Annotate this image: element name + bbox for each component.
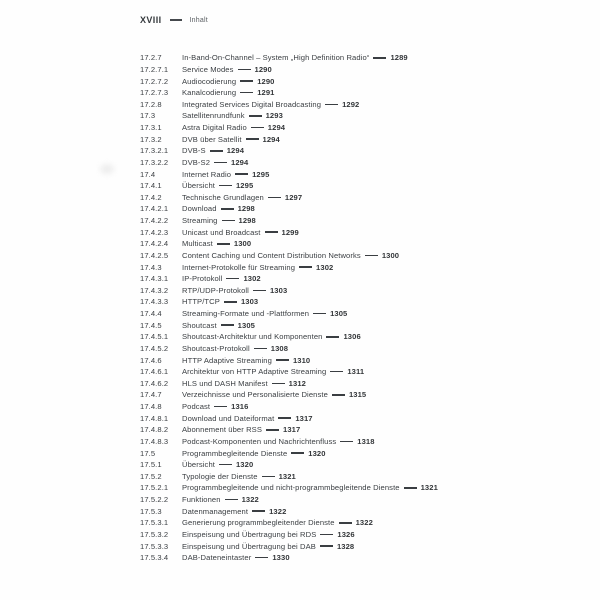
- entry-page-number: 1290: [257, 76, 275, 86]
- toc-entry: [140, 389, 580, 401]
- entry-number: 17.4.8.1: [140, 413, 169, 423]
- entry-number: 17.5.3.2: [140, 529, 169, 539]
- entry-number: 17.2.7: [140, 53, 162, 63]
- entry-title: Technische Grundlagen: [182, 192, 264, 202]
- entry-number: 17.2.7.2: [140, 76, 169, 86]
- entry-leader-dash: [265, 231, 278, 232]
- entry-page-number: 1321: [278, 471, 296, 481]
- toc-entry: [140, 203, 580, 215]
- header-rule: [170, 19, 182, 21]
- entry-leader-dash: [219, 464, 232, 465]
- entry-leader-dash: [224, 301, 237, 302]
- toc-entry: [140, 226, 580, 238]
- entry-page-number: 1298: [237, 204, 255, 214]
- toc-entry: [140, 64, 580, 76]
- entry-leader-dash: [251, 127, 264, 128]
- toc-entry: [140, 494, 580, 506]
- entry-number: 17.3.2: [140, 134, 162, 144]
- entry-page-number: 1303: [240, 297, 259, 307]
- entry-title: Audiocodierung: [182, 76, 237, 86]
- toc-entry: [140, 366, 580, 378]
- entry-number: 17.4.4: [140, 309, 162, 319]
- entry-leader-dash: [299, 266, 312, 267]
- entry-title: Astra Digital Radio: [182, 123, 247, 133]
- entry-number: 17.4.1: [140, 181, 162, 191]
- entry-leader-dash: [339, 522, 352, 523]
- toc-entry: [140, 331, 580, 343]
- entry-number: 17.3.2.1: [140, 146, 169, 156]
- entry-leader-dash: [217, 243, 230, 244]
- entry-leader-dash: [219, 185, 232, 186]
- entry-leader-dash: [373, 57, 386, 58]
- entry-page-number: 1320: [235, 460, 254, 470]
- entry-page-number: 1322: [269, 506, 287, 516]
- entry-title: Verzeichnisse und Personalisierte Dienste: [182, 390, 328, 400]
- entry-page-number: 1298: [238, 216, 256, 226]
- entry-number: 17.5.2.2: [140, 495, 169, 505]
- entry-title: Übersicht: [182, 460, 215, 470]
- entry-number: 17.4: [140, 169, 156, 179]
- entry-number: 17.5.2.1: [140, 483, 169, 493]
- entry-page-number: 1290: [254, 64, 272, 74]
- entry-leader-dash: [268, 197, 281, 198]
- entry-leader-dash: [238, 69, 251, 70]
- entry-leader-dash: [246, 138, 259, 139]
- entry-leader-dash: [266, 429, 279, 430]
- entry-leader-dash: [320, 534, 333, 535]
- entry-leader-dash: [226, 278, 239, 279]
- entry-title: Architektur von HTTP Adaptive Streaming: [182, 367, 327, 377]
- entry-title: Shoutcast: [182, 320, 217, 330]
- entry-leader-dash: [221, 324, 234, 325]
- toc-entry: [140, 75, 580, 87]
- entry-number: 17.5.3.3: [140, 541, 169, 551]
- entry-leader-dash: [330, 371, 343, 372]
- entry-page-number: 1303: [269, 285, 288, 295]
- entry-number: 17.3.1: [140, 123, 162, 133]
- entry-page-number: 1302: [243, 274, 261, 284]
- toc-entry: [140, 529, 580, 541]
- entry-number: 17.5: [140, 448, 156, 458]
- entry-page-number: 1295: [235, 181, 254, 191]
- toc-entry: [140, 180, 580, 192]
- entry-page-number: 1294: [262, 134, 280, 144]
- entry-leader-dash: [222, 220, 235, 221]
- entry-number: 17.4.5: [140, 320, 162, 330]
- entry-title: HLS und DASH Manifest: [182, 378, 268, 388]
- entry-leader-dash: [210, 150, 223, 151]
- entry-page-number: 1317: [283, 425, 301, 435]
- toc-entry: [140, 99, 580, 111]
- entry-title: Einspeisung und Übertragung bei DAB: [182, 541, 316, 551]
- toc-entry: [140, 168, 580, 180]
- entry-page-number: 1322: [355, 518, 373, 528]
- entry-title: Einspeisung und Übertragung bei RDS: [182, 529, 317, 539]
- entry-leader-dash: [325, 104, 338, 105]
- entry-page-number: 1326: [337, 529, 355, 539]
- entry-leader-dash: [320, 545, 333, 546]
- toc-entry: [140, 319, 580, 331]
- entry-page-number: 1302: [316, 262, 334, 272]
- toc-entry: [140, 87, 580, 99]
- entry-page-number: 1300: [233, 239, 252, 249]
- toc-entry: [140, 412, 580, 424]
- toc-entry: [140, 145, 580, 157]
- entry-number: 17.4.2: [140, 192, 162, 202]
- entry-page-number: 1320: [308, 448, 326, 458]
- entry-title: Internet-Protokolle für Streaming: [182, 262, 296, 272]
- entry-title: IP-Protokoll: [182, 274, 223, 284]
- entry-title: Internet Radio: [182, 169, 232, 179]
- entry-number: 17.4.2.1: [140, 204, 169, 214]
- entry-number: 17.4.3: [140, 262, 162, 272]
- entry-number: 17.5.1: [140, 460, 162, 470]
- entry-title: Unicast und Broadcast: [182, 227, 261, 237]
- toc-entry: [140, 296, 580, 308]
- toc-entry: [140, 354, 580, 366]
- entry-title: DVB über Satellit: [182, 134, 242, 144]
- entry-leader-dash: [365, 255, 378, 256]
- toc-entry: [140, 517, 580, 529]
- entry-number: 17.5.3: [140, 506, 162, 516]
- entry-number: 17.2.8: [140, 99, 162, 109]
- entry-leader-dash: [253, 290, 266, 291]
- entry-title: Satellitenrundfunk: [182, 111, 245, 121]
- toc-entry: [140, 157, 580, 169]
- toc-entry: [140, 250, 580, 262]
- entry-number: 17.4.3.3: [140, 297, 169, 307]
- entry-page-number: 1295: [252, 169, 270, 179]
- entry-number: 17.5.2: [140, 471, 162, 481]
- entry-title: Abonnement über RSS: [182, 425, 262, 435]
- entry-title: Typologie der Dienste: [182, 471, 258, 481]
- toc-entry: [140, 122, 580, 134]
- entry-number: 17.3.2.2: [140, 157, 169, 167]
- entry-page-number: 1308: [270, 343, 289, 353]
- entry-page-number: 1305: [330, 309, 348, 319]
- toc-entry: [140, 482, 580, 494]
- entry-leader-dash: [254, 348, 267, 349]
- entry-number: 17.5.3.4: [140, 553, 169, 563]
- entry-title: Streaming: [182, 216, 218, 226]
- page-header: [140, 15, 208, 25]
- toc-entry: [140, 471, 580, 483]
- entry-leader-dash: [235, 173, 248, 174]
- entry-title: Shoutcast-Architektur und Komponenten: [182, 332, 323, 342]
- toc-entry: [140, 261, 580, 273]
- toc-entry: [140, 378, 580, 390]
- toc-entry: [140, 343, 580, 355]
- toc-entry: [140, 505, 580, 517]
- toc-entry: [140, 424, 580, 436]
- entry-page-number: 1300: [381, 250, 400, 260]
- entry-number: 17.2.7.3: [140, 88, 169, 98]
- entry-page-number: 1294: [231, 157, 249, 167]
- entry-number: 17.2.7.1: [140, 64, 169, 74]
- entry-page-number: 1316: [231, 402, 249, 412]
- entry-title: DAB-Dateneintaster: [182, 553, 252, 563]
- entry-page-number: 1317: [295, 413, 313, 423]
- entry-page-number: 1328: [336, 541, 355, 551]
- entry-page-number: 1318: [357, 436, 375, 446]
- entry-title: Funktionen: [182, 495, 221, 505]
- entry-leader-dash: [255, 557, 268, 558]
- entry-page-number: 1294: [267, 123, 286, 133]
- entry-title: DVB-S: [182, 146, 206, 156]
- entry-number: 17.4.7: [140, 390, 162, 400]
- entry-title: Multicast: [182, 239, 213, 249]
- entry-number: 17.4.8.3: [140, 436, 169, 446]
- entry-page-number: 1306: [343, 332, 361, 342]
- entry-number: 17.4.2.2: [140, 216, 169, 226]
- entry-number: 17.3: [140, 111, 156, 121]
- entry-page-number: 1289: [390, 53, 408, 63]
- scan-smudge: [100, 164, 114, 174]
- page-number-label: XVIII: [140, 15, 162, 25]
- entry-title: Podcast-Komponenten und Nachrichtenfluss: [182, 436, 337, 446]
- entry-leader-dash: [278, 417, 291, 418]
- entry-leader-dash: [249, 115, 262, 116]
- entry-leader-dash: [225, 499, 238, 500]
- entry-title: Generierung programmbegleitender Dienste: [182, 518, 335, 528]
- entry-number: 17.4.6.2: [140, 378, 169, 388]
- entry-page-number: 1291: [257, 88, 275, 98]
- entry-number: 17.4.8.2: [140, 425, 169, 435]
- toc-entry: [140, 133, 580, 145]
- entry-leader-dash: [313, 313, 326, 314]
- entry-title: Datenmanagement: [182, 506, 249, 516]
- entry-number: 17.4.6: [140, 355, 162, 365]
- section-label: Inhalt: [189, 16, 208, 24]
- entry-number: 17.4.3.1: [140, 274, 169, 284]
- entry-title: DVB-S2: [182, 157, 211, 167]
- toc-entry: [140, 308, 580, 320]
- entry-page-number: 1297: [284, 192, 303, 202]
- entry-page-number: 1305: [237, 320, 255, 330]
- entry-title: Streaming-Formate und -Plattformen: [182, 309, 310, 319]
- entry-title: Programmbegleitende und nicht-programmbegleitende Dienste: [182, 483, 400, 493]
- entry-title: Integrated Services Digital Broadcasting: [182, 99, 322, 109]
- entry-leader-dash: [276, 359, 289, 360]
- entry-leader-dash: [240, 80, 253, 81]
- entry-number: 17.4.5.1: [140, 332, 169, 342]
- entry-title: HTTP Adaptive Streaming: [182, 355, 272, 365]
- entry-leader-dash: [240, 92, 253, 93]
- entry-leader-dash: [332, 394, 345, 395]
- entry-leader-dash: [252, 510, 265, 511]
- entry-page-number: 1321: [420, 483, 438, 493]
- entry-title: Übersicht: [182, 181, 215, 191]
- toc-entry: [140, 215, 580, 227]
- entry-number: 17.4.3.2: [140, 285, 169, 295]
- entry-number: 17.4.6.1: [140, 367, 169, 377]
- toc-entry: [140, 110, 580, 122]
- entry-title: Podcast: [182, 402, 211, 412]
- toc-entry: [140, 540, 580, 552]
- entry-number: 17.4.8: [140, 402, 162, 412]
- entry-leader-dash: [326, 336, 339, 337]
- entry-leader-dash: [340, 441, 353, 442]
- entry-page-number: 1292: [342, 99, 360, 109]
- entry-number: 17.5.3.1: [140, 518, 169, 528]
- toc-list: [140, 52, 580, 564]
- entry-title: Programmbegleitende Dienste: [182, 448, 288, 458]
- toc-entry: [140, 273, 580, 285]
- toc-entry: [140, 192, 580, 204]
- entry-title: Shoutcast-Protokoll: [182, 343, 250, 353]
- entry-title: Kanalcodierung: [182, 88, 237, 98]
- entry-leader-dash: [291, 452, 304, 453]
- entry-title: Service Modes: [182, 64, 234, 74]
- toc-entry: [140, 436, 580, 448]
- entry-leader-dash: [221, 208, 234, 209]
- entry-page-number: 1322: [241, 495, 259, 505]
- entry-leader-dash: [214, 162, 227, 163]
- entry-number: 17.4.2.5: [140, 250, 169, 260]
- entry-page-number: 1310: [292, 355, 311, 365]
- entry-page-number: 1330: [272, 553, 290, 563]
- entry-number: 17.4.2.4: [140, 239, 169, 249]
- toc-entry: [140, 447, 580, 459]
- entry-leader-dash: [262, 476, 275, 477]
- entry-page-number: 1312: [288, 378, 306, 388]
- entry-leader-dash: [272, 383, 285, 384]
- toc-entry: [140, 285, 580, 297]
- entry-page-number: 1311: [347, 367, 365, 377]
- entry-title: HTTP/TCP: [182, 297, 220, 307]
- entry-title: In-Band-On-Channel – System „High Definition Radio“: [182, 53, 370, 63]
- toc-entry: [140, 401, 580, 413]
- entry-leader-dash: [214, 406, 227, 407]
- entry-page-number: 1315: [348, 390, 367, 400]
- entry-page-number: 1294: [226, 146, 245, 156]
- entry-title: RTP/UDP-Protokoll: [182, 285, 249, 295]
- toc-entry: [140, 52, 580, 64]
- entry-title: Download und Dateiformat: [182, 413, 275, 423]
- entry-title: Download: [182, 204, 217, 214]
- entry-number: 17.4.5.2: [140, 343, 169, 353]
- entry-page-number: 1293: [265, 111, 283, 121]
- entry-page-number: 1299: [281, 227, 299, 237]
- entry-title: Content Caching und Content Distribution Networks: [182, 250, 361, 260]
- toc-entry: [140, 459, 580, 471]
- toc-entry: [140, 238, 580, 250]
- toc-entry: [140, 552, 580, 564]
- entry-number: 17.4.2.3: [140, 227, 169, 237]
- entry-leader-dash: [404, 487, 417, 488]
